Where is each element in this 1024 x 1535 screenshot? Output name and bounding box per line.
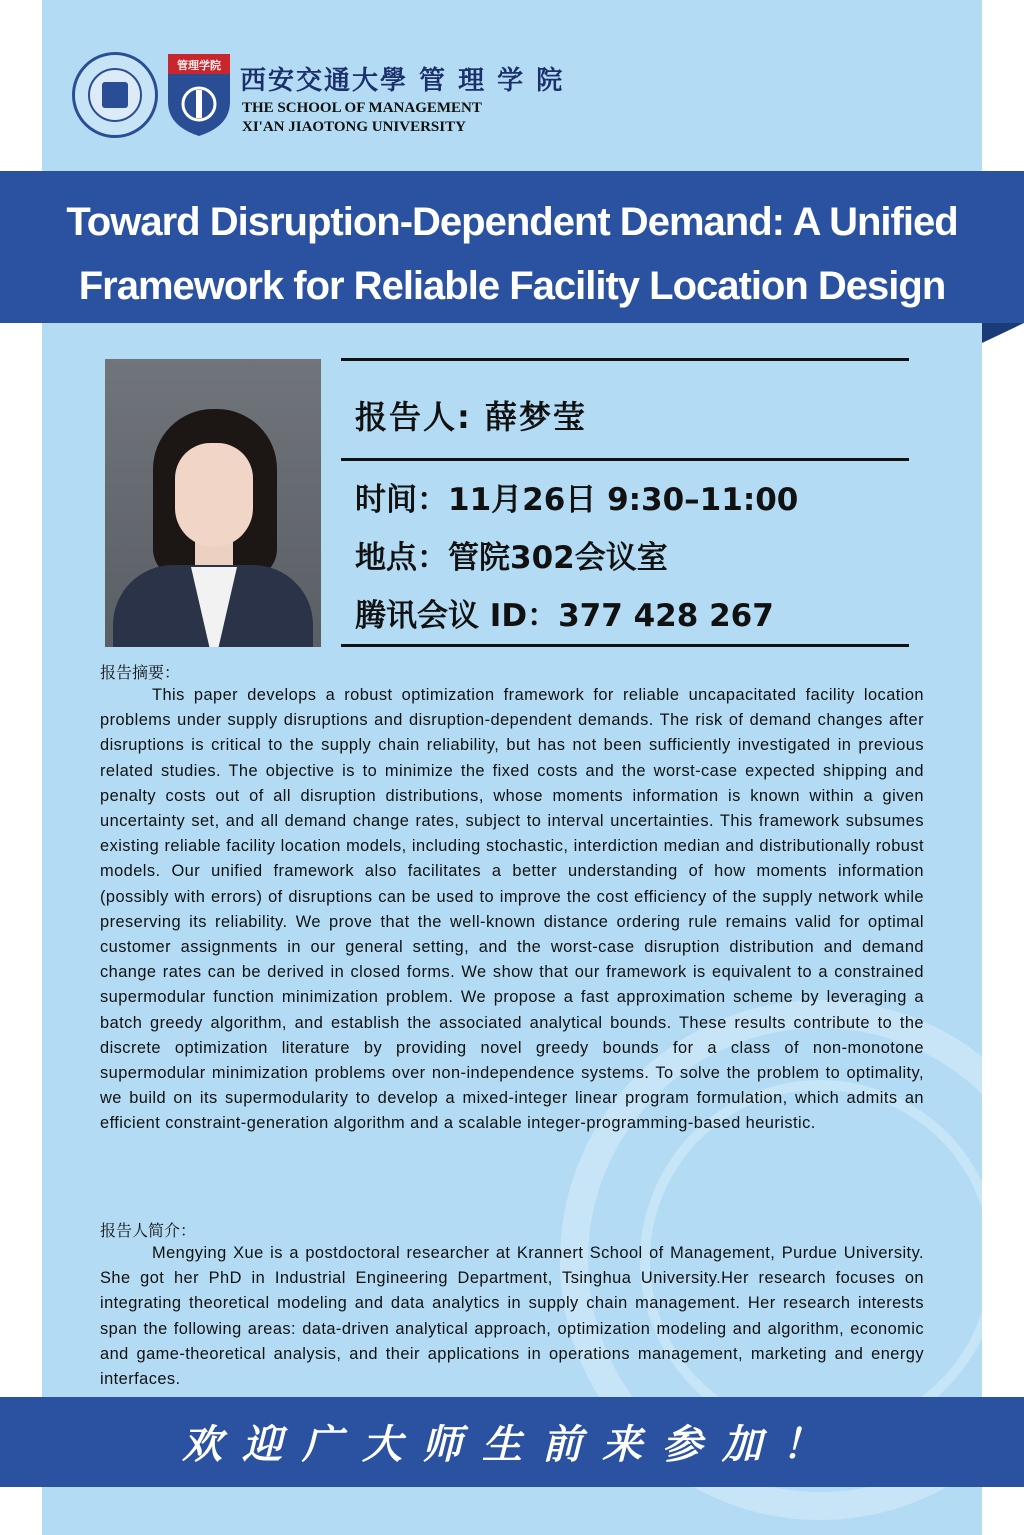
time-row [355, 474, 798, 519]
talk-title-line2: Framework for Reliable Facility Location Design [78, 264, 946, 308]
talk-title [20, 190, 1004, 318]
university-seal-icon [72, 52, 158, 138]
divider [341, 458, 909, 461]
talk-title-line1: Toward Disruption-Dependent Demand: A Unified [66, 200, 958, 244]
title-band-fold [982, 323, 1024, 343]
abstract-heading: 报告摘要： [100, 663, 181, 682]
meeting-row [355, 590, 774, 635]
divider [341, 358, 909, 361]
school-name-cn: 西安交通大學 管 理 学 院 [240, 66, 565, 96]
abstract-text [100, 683, 924, 1137]
welcome-message: 欢迎广大师生前来参加！ [182, 1421, 842, 1468]
time-value: 11月26日 9:30–11:00 [448, 482, 799, 518]
school-shield-logo [166, 52, 232, 138]
meeting-id[interactable]: 377 428 267 [558, 598, 774, 634]
abstract-body: This paper develops a robust optimization framework for reliable uncapacitated facility location problems under supply disruptions and disruption-dependent demands. The risk of demand changes after disruptions is critical to the supply chain reliability, but has not been sufficiently investigated in previous related studies. The objective is to minimize the fixed costs and the worst-case expected shipping and penalty costs out of all disruption distributions, whose moments information is known within a given uncertainty set, and all demand change rates, subject to interval uncertainties. This framework subsumes existing reliable facility location models, including stochastic, interdiction median and distributionally robust models. Our unified framework also facilitates a better understanding of how moments information (possibly with errors) of disruptions can be used to improve the cost efficiency of the supply network while preserving its reliability. We prove that the well-known distance ordering rule remains valid for optimal customer assignments in our general setting, and the worst-case disruption distribution and demand change rates can be derived in closed forms. We show that our framework is equivalent to a constrained supermodular function minimization problem. We propose a fast approximation scheme by leveraging a batch greedy algorithm, and establish the associated analytical bounds. These results contribute to the discrete optimization literature by providing novel greedy bounds for a class of non-monotone supermodular minimization problems over non-independence systems. To solve the problem to optimality, we build on its supermodularity to develop a mixed-integer linear program formulation, which admits an efficient constraint-generation algorithm and a scalable integer-programming-based heuristic. [100, 686, 924, 1133]
meeting-label: 腾讯会议 ID： [355, 598, 559, 634]
place-row [355, 532, 668, 577]
time-label: 时间： [355, 482, 448, 518]
place-label: 地点： [355, 540, 448, 576]
bio-body: Mengying Xue is a postdoctoral researcher at Krannert School of Management, Purdue University. She got her PhD in Industrial Engineering Department, Tsinghua University.Her research focuses on integrating theoretical modeling and data analytics in supply chain management. Her research interests span the following areas: data-driven analytical approach, optimization modeling and algorithm, economic and game-theoretical analysis, and their applications in operations management, marketing and energy interfaces. [100, 1244, 924, 1389]
logo-text: 管理学院 [177, 59, 221, 72]
bio-text [100, 1241, 924, 1392]
university-name-en: XI'AN JIAOTONG UNIVERSITY [242, 119, 466, 135]
speaker-name: 报告人: 薛梦莹 [355, 398, 587, 436]
place-value: 管院302会议室 [448, 540, 668, 576]
bio-heading: 报告人简介： [100, 1221, 197, 1240]
divider [341, 644, 909, 647]
school-name-en: THE SCHOOL OF MANAGEMENT [242, 100, 482, 116]
speaker-photo [105, 359, 321, 647]
